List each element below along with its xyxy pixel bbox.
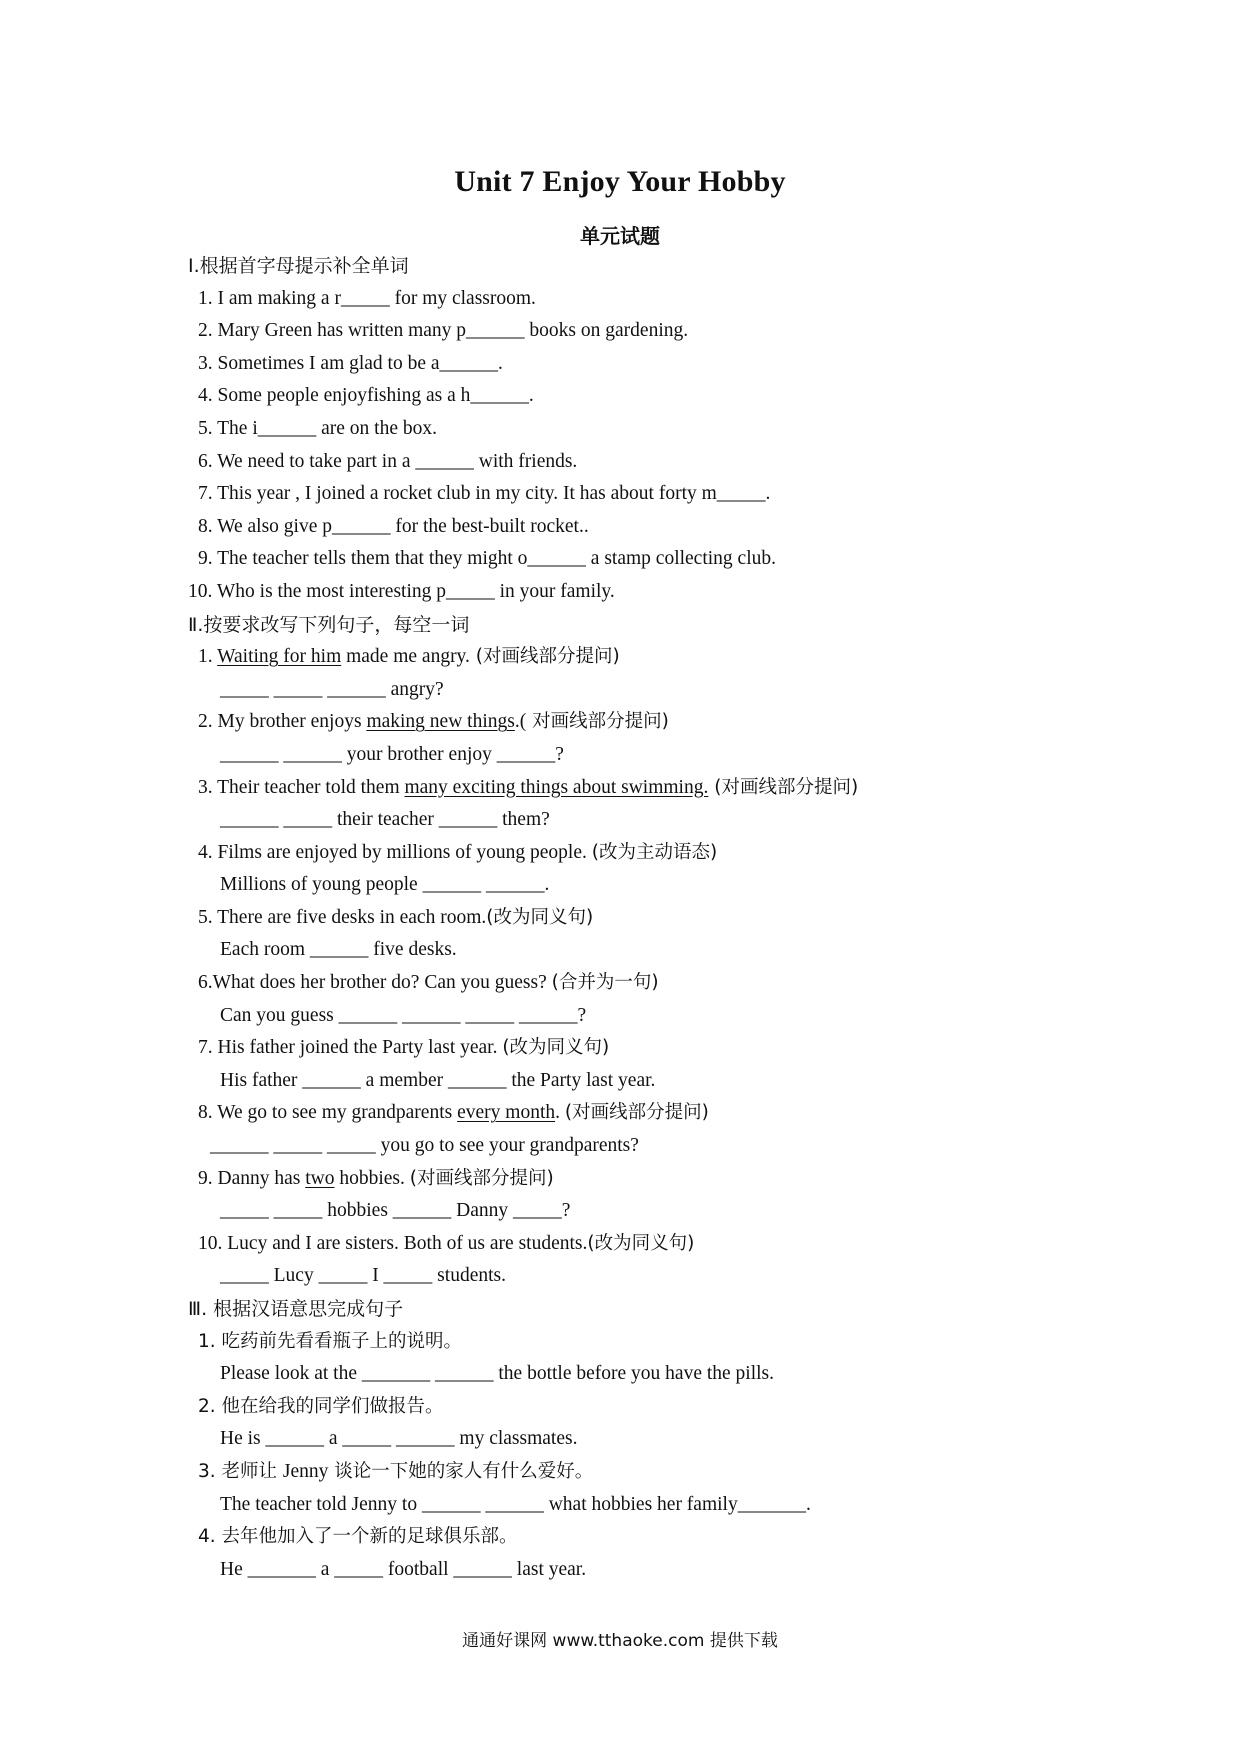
answer-line: The teacher told Jenny to ______ ______ what hobbies her family_______. — [220, 1493, 811, 1515]
answer-line: Please look at the _______ ______ the bottle before you have the pills. — [220, 1363, 775, 1385]
instruction-note: (改为主动语态) — [591, 841, 718, 863]
section-3-prompt: 2. 他在给我的同学们做报告。 — [198, 1395, 444, 1417]
question-number: 1. — [198, 646, 218, 668]
answer-line: He is ______ a _____ ______ my classmates. — [220, 1428, 578, 1450]
answer-line: Each room ______ five desks. — [220, 939, 457, 961]
underlined-phrase: two — [305, 1167, 335, 1189]
question-text: . — [555, 1102, 565, 1124]
answer-line: ______ _____ _____ you go to see your grandparents? — [210, 1135, 639, 1157]
section-1-item: 7. This year , I joined a rocket club in my city. It has about forty m_____. — [198, 483, 771, 505]
section-2-question-5 — [188, 902, 1160, 935]
section-1-item: 1. I am making a r_____ for my classroom. — [198, 287, 536, 309]
section-2-question-10 — [188, 1228, 1160, 1261]
instruction-note: (改为同义句) — [587, 1232, 695, 1254]
answer-line: His father ______ a member ______ the Party last year. — [220, 1069, 656, 1091]
question-text: 9. Danny has — [198, 1167, 306, 1189]
section-1-item: 8. We also give p______ for the best-built rocket.. — [198, 515, 589, 537]
question-text: .( — [514, 711, 527, 733]
instruction-note: (对画线部分提问) — [564, 1102, 709, 1124]
question-text: 2. My brother enjoys — [198, 711, 367, 733]
underlined-phrase: many exciting things about swimming. — [404, 776, 709, 798]
question-text: made me angry. — [341, 646, 470, 668]
section-3-heading: Ⅲ. 根据汉语意思完成句子 — [188, 1298, 404, 1320]
section-3-prompt — [188, 1456, 1160, 1489]
section-2-question-1 — [188, 641, 1160, 674]
prompt-text: 谈论一下她的家人有什么爱好。 — [328, 1460, 594, 1482]
section-1-item: 4. Some people enjoyfishing as a h______. — [198, 385, 534, 407]
prompt-name: Jenny — [282, 1460, 329, 1482]
section-2-question-9 — [188, 1163, 1160, 1196]
underlined-phrase: every month — [457, 1102, 556, 1124]
section-1-item: 10. Who is the most interesting p_____ in your family. — [188, 580, 615, 602]
section-2-question-6 — [188, 967, 1160, 1000]
instruction-note: 对画线部分提问) — [526, 711, 669, 733]
section-1-item: 3. Sometimes I am glad to be a______. — [198, 352, 503, 374]
answer-line: ______ _____ their teacher ______ them? — [220, 809, 550, 831]
section-2-question-8 — [188, 1097, 1160, 1130]
section-3-prompt: 4. 去年他加入了一个新的足球俱乐部。 — [198, 1526, 518, 1548]
section-1-item: 6. We need to take part in a ______ with friends. — [198, 450, 578, 472]
answer-line: _____ _____ hobbies ______ Danny _____? — [220, 1200, 571, 1222]
instruction-note: (对画线部分提问) — [469, 646, 620, 668]
question-text: 7. His father joined the Party last year. — [198, 1037, 503, 1059]
question-text: 3. Their teacher told them — [198, 776, 405, 798]
page-footer: 通通好课网 www.tthaoke.com 提供下载 — [462, 1631, 778, 1651]
answer-line: Can you guess ______ ______ _____ ______? — [220, 1004, 587, 1026]
section-1-heading: Ⅰ.根据首字母提示补全单词 — [188, 255, 409, 277]
page-subtitle: 单元试题 — [580, 224, 660, 248]
answer-line: _____ _____ ______ angry? — [220, 678, 444, 700]
instruction-note: (对画线部分提问) — [409, 1167, 554, 1189]
instruction-note: (改为同义句) — [502, 1037, 610, 1059]
section-2-question-2 — [188, 706, 1160, 739]
section-2-question-7 — [188, 1032, 1160, 1065]
question-text: 8. We go to see my grandparents — [198, 1102, 458, 1124]
section-1-item: 2. Mary Green has written many p______ books on gardening. — [198, 320, 689, 342]
prompt-text: 3. 老师让 — [198, 1460, 283, 1482]
question-text: hobbies. — [334, 1167, 410, 1189]
section-3-prompt: 1. 吃药前先看看瓶子上的说明。 — [198, 1330, 463, 1352]
question-text: 4. Films are enjoyed by millions of young people. — [198, 841, 592, 863]
answer-line: Millions of young people ______ ______. — [220, 874, 550, 896]
section-2-heading: Ⅱ.按要求改写下列句子，每空一词 — [188, 613, 470, 636]
page-title: Unit 7 Enjoy Your Hobby — [454, 165, 786, 198]
worksheet-body — [188, 250, 1160, 1586]
instruction-note: (对画线部分提问) — [708, 776, 859, 798]
section-1-item: 5. The i______ are on the box. — [198, 417, 438, 439]
instruction-note: (合并为一句) — [551, 972, 659, 994]
underlined-phrase: making new things — [366, 711, 515, 733]
question-text: 6.What does her brother do? Can you guess? — [198, 972, 552, 994]
section-1-item: 9. The teacher tells them that they might o______ a stamp collecting club. — [198, 548, 776, 570]
instruction-note: (改为同义句) — [486, 906, 594, 928]
section-2-question-4 — [188, 837, 1160, 870]
question-text: 5. There are five desks in each room. — [198, 906, 487, 928]
answer-line: He _______ a _____ football ______ last year. — [220, 1558, 587, 1580]
section-2-question-3 — [188, 772, 1160, 805]
answer-line: _____ Lucy _____ I _____ students. — [220, 1265, 506, 1287]
question-text: 10. Lucy and I are sisters. Both of us are students. — [198, 1232, 588, 1254]
underlined-phrase: Waiting for him — [217, 646, 342, 668]
answer-line: ______ ______ your brother enjoy ______? — [220, 743, 564, 765]
